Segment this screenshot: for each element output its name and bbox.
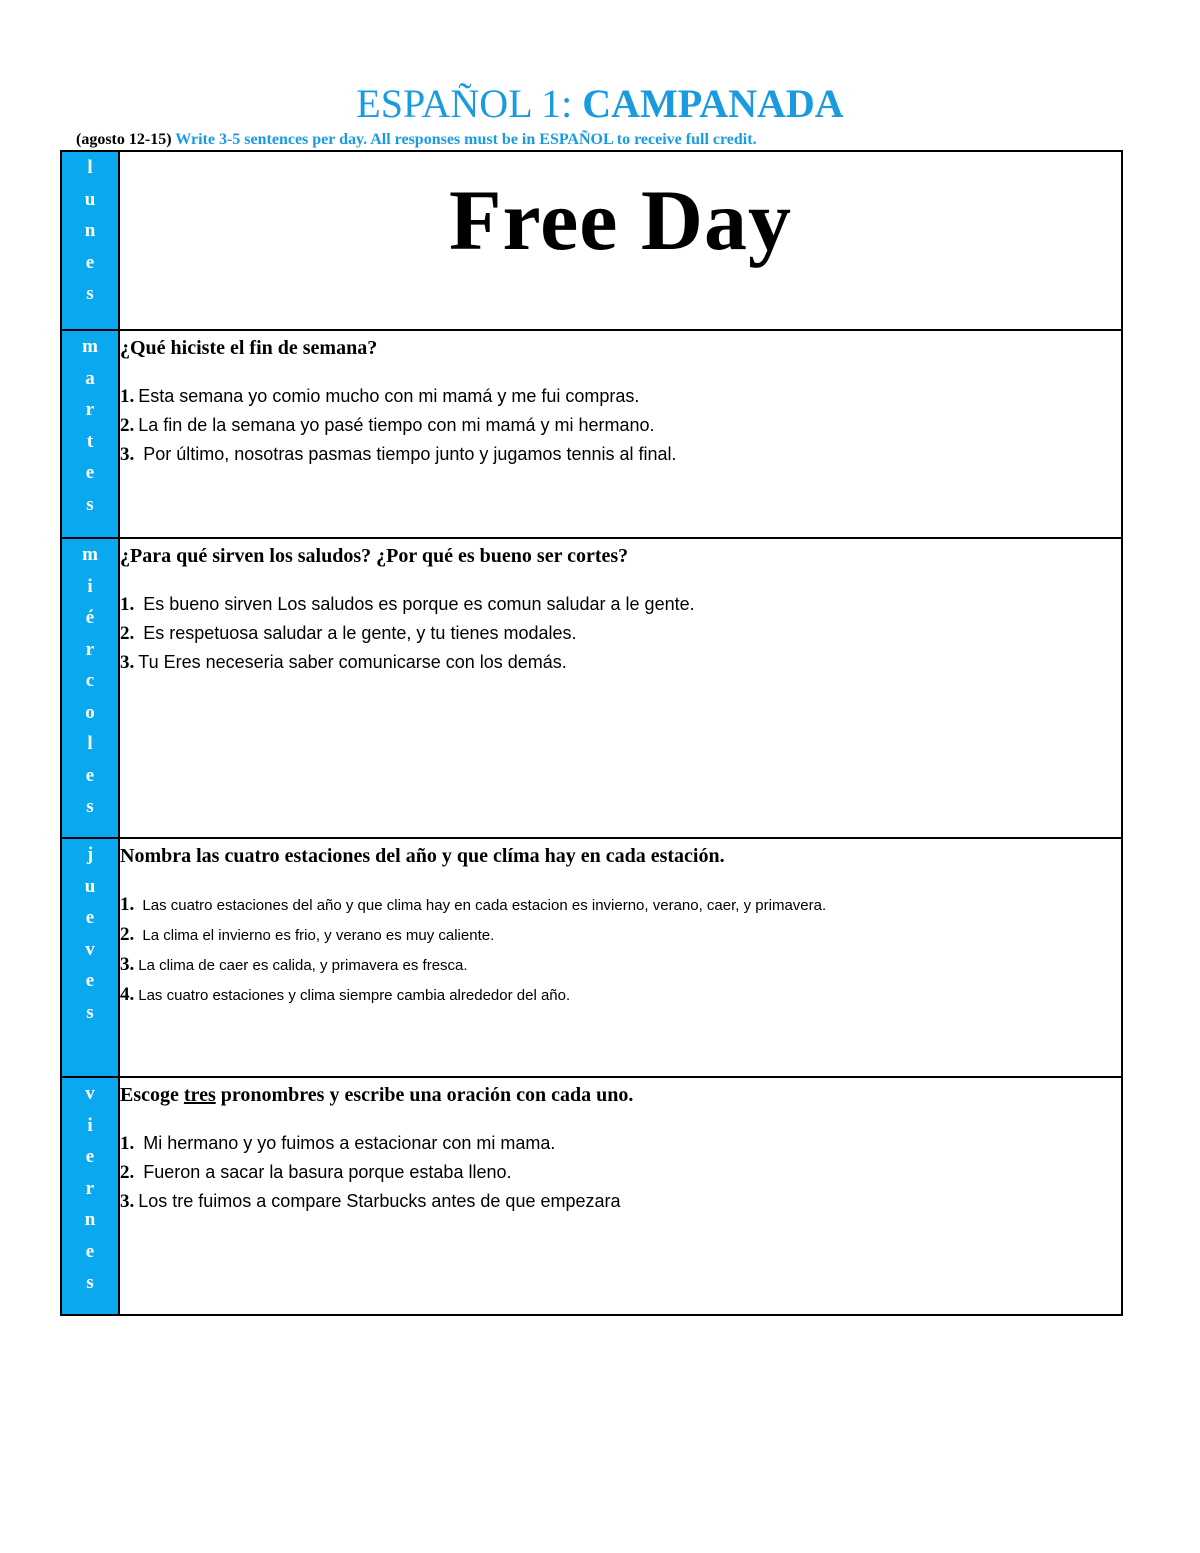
answer-text: Las cuatro estaciones del año y que clima hay en cada estacion es invierno, verano, caer, y primavera.	[138, 897, 827, 914]
question-jueves: Nombra las cuatro estaciones del año y que clíma hay en cada estación.	[120, 845, 725, 867]
day-letter: c	[85, 670, 95, 691]
day-letter: e	[85, 907, 95, 928]
day-letter: n	[84, 1209, 96, 1230]
answer-text: La fin de la semana yo pasé tiempo con mi mamá y mi hermano.	[138, 415, 655, 435]
row-miercoles	[61, 538, 1122, 838]
answer-number: 2.	[120, 1162, 135, 1183]
day-letter: v	[85, 938, 95, 960]
answer-item	[120, 1129, 1121, 1158]
answer-item	[120, 920, 1121, 950]
day-letter: r	[85, 638, 95, 660]
day-letter: s	[86, 1001, 94, 1023]
question-part: pronombres y escribe una oración con cada uno.	[215, 1084, 634, 1106]
answer-text: Esta semana yo comio mucho con mi mamá y me fui compras.	[138, 386, 640, 406]
answer-item	[120, 440, 1121, 469]
day-letter: e	[85, 251, 95, 273]
answer-number: 3.	[120, 652, 135, 673]
answer-item	[120, 980, 1121, 1010]
answer-number: 4.	[120, 984, 135, 1005]
day-letter: e	[85, 1146, 95, 1167]
answers-jueves	[120, 890, 1121, 1010]
page-title	[0, 80, 1200, 127]
content-miercoles	[119, 538, 1122, 838]
day-letter: s	[86, 796, 94, 817]
day-letter: e	[85, 970, 95, 991]
question-underlined: tres	[183, 1084, 216, 1106]
day-letter: i	[87, 1114, 93, 1136]
question-martes: ¿Qué hiciste el fin de semana?	[120, 337, 378, 359]
day-letter: a	[85, 367, 95, 389]
day-letter: v	[85, 1083, 95, 1104]
day-letter: n	[84, 220, 96, 241]
answer-item	[120, 382, 1121, 411]
row-lunes	[61, 151, 1122, 330]
day-letter: e	[85, 1240, 95, 1262]
day-letter: s	[86, 283, 94, 304]
day-letter: l	[87, 733, 93, 754]
content-viernes	[119, 1077, 1122, 1315]
day-label-lunes	[61, 151, 119, 330]
answer-number: 1.	[120, 894, 135, 915]
answer-item	[120, 1158, 1121, 1187]
answer-number: 2.	[120, 924, 135, 945]
answer-text: Los tre fuimos a compare Starbucks antes de que empezara	[138, 1191, 621, 1211]
answer-text: Mi hermano y yo fuimos a estacionar con mi mama.	[138, 1133, 556, 1153]
answer-number: 2.	[120, 415, 135, 436]
answer-number: 3.	[120, 444, 135, 465]
title-plain: ESPAÑOL 1:	[356, 81, 583, 126]
day-label-martes	[61, 330, 119, 538]
day-letter: i	[87, 575, 93, 597]
answer-text: La clima el invierno es frio, y verano es muy caliente.	[138, 927, 495, 944]
day-letter: u	[84, 188, 96, 210]
day-letter: e	[85, 462, 95, 483]
row-viernes	[61, 1077, 1122, 1315]
day-letter: é	[85, 607, 95, 628]
day-letter: t	[86, 430, 94, 452]
day-letter: r	[85, 399, 95, 420]
day-letter: e	[85, 764, 95, 786]
content-lunes	[119, 151, 1122, 330]
day-letter: s	[86, 1272, 94, 1293]
answer-number: 1.	[120, 386, 135, 407]
answer-item	[120, 648, 1121, 677]
answer-number: 3.	[120, 954, 135, 975]
answer-text: Es bueno sirven Los saludos es porque es comun saludar a le gente.	[138, 594, 695, 614]
answer-item	[120, 950, 1121, 980]
free-day-text: Free Day	[448, 172, 793, 268]
answer-text: Es respetuosa saludar a le gente, y tu tienes modales.	[138, 623, 577, 643]
answers-viernes	[120, 1129, 1121, 1216]
answer-number: 3.	[120, 1191, 135, 1212]
answer-text: Tu Eres neceseria saber comunicarse con los demás.	[138, 652, 567, 672]
content-jueves	[119, 838, 1122, 1077]
content-martes	[119, 330, 1122, 538]
day-letter: m	[82, 336, 98, 357]
answer-text: Por último, nosotras pasmas tiempo junto y jugamos tennis al final.	[138, 444, 677, 464]
question-miercoles: ¿Para qué sirven los saludos? ¿Por qué es bueno ser cortes?	[120, 545, 629, 567]
day-label-viernes	[61, 1077, 119, 1315]
day-letter: j	[86, 844, 94, 865]
answer-text: Las cuatro estaciones y clima siempre cambia alrededor del año.	[138, 987, 571, 1004]
answer-text: La clima de caer es calida, y primavera es fresca.	[138, 957, 468, 974]
day-letter: r	[85, 1177, 95, 1199]
day-letter: s	[86, 493, 94, 515]
day-label-miercoles	[61, 538, 119, 838]
answers-martes	[120, 382, 1121, 469]
row-jueves	[61, 838, 1122, 1077]
answer-item	[120, 619, 1121, 648]
instructions: Write 3-5 sentences per day. All responses must be in ESPAÑOL to receive full credit.	[175, 131, 757, 148]
row-martes	[61, 330, 1122, 538]
answer-item	[120, 590, 1121, 619]
answer-item	[120, 1187, 1121, 1216]
answer-item	[120, 411, 1121, 440]
question-viernes	[120, 1084, 1121, 1107]
question-part: Escoge	[120, 1084, 184, 1106]
answer-number: 1.	[120, 594, 135, 615]
title-bold: CAMPANADA	[582, 81, 844, 126]
day-letter: m	[82, 544, 98, 565]
date-range: (agosto 12-15)	[76, 131, 172, 148]
answer-text: Fueron a sacar la basura porque estaba lleno.	[138, 1162, 512, 1182]
day-label-jueves	[61, 838, 119, 1077]
answers-miercoles	[120, 590, 1121, 677]
subtitle	[76, 131, 1176, 149]
day-letter: o	[85, 701, 95, 723]
campanada-table	[60, 150, 1123, 1316]
answer-number: 1.	[120, 1133, 135, 1154]
answer-item	[120, 890, 1121, 920]
day-letter: u	[84, 875, 96, 897]
day-letter: l	[87, 157, 93, 178]
answer-number: 2.	[120, 623, 135, 644]
